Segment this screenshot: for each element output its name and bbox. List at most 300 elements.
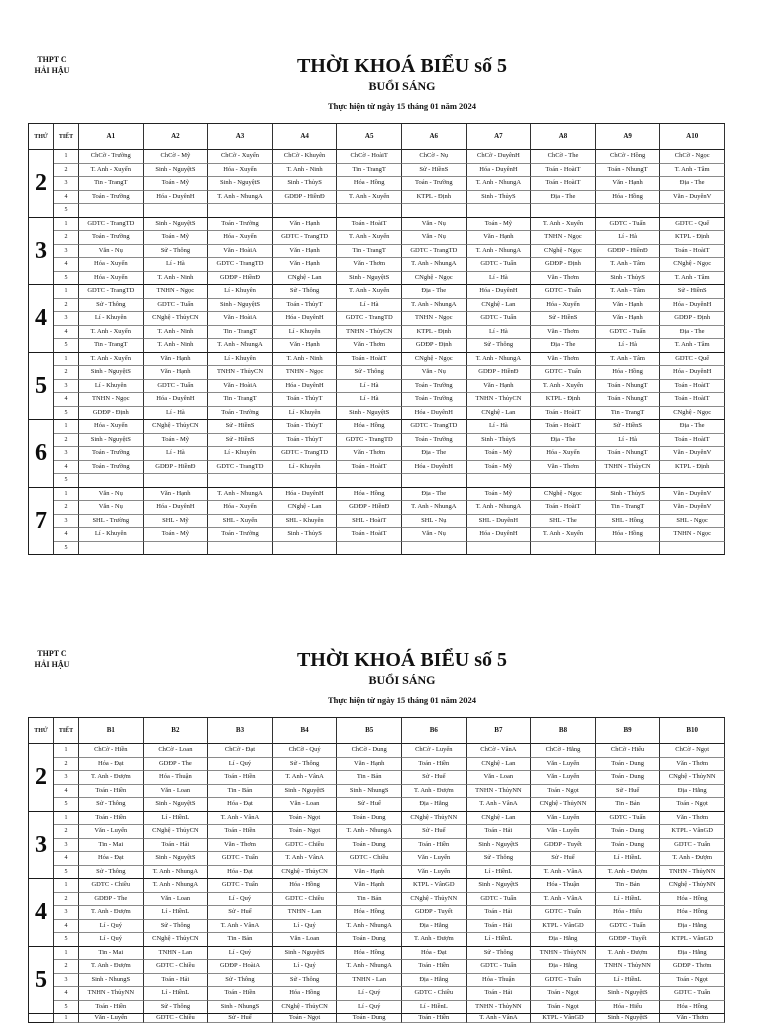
schedule-cell: Văn - Thơm bbox=[531, 353, 596, 367]
schedule-cell: GDTC - Quế bbox=[660, 218, 725, 232]
period-number: 3 bbox=[54, 312, 79, 326]
schedule-cell bbox=[467, 474, 532, 488]
schedule-cell: T. Anh - Đượm bbox=[596, 866, 661, 880]
schedule-cell: Lí - Khuyên bbox=[273, 407, 338, 421]
schedule-cell: Lí - Quý bbox=[208, 893, 273, 907]
schedule-cell: TNHN - ThủyNN bbox=[531, 947, 596, 961]
class-header: A9 bbox=[596, 124, 661, 150]
schedule-cell: Hóa - DuyênH bbox=[273, 312, 338, 326]
schedule-cell: Địa - Hằng bbox=[531, 933, 596, 947]
schedule-cell: Toán - HoàiT bbox=[531, 501, 596, 515]
schedule-cell: KTPL - VânGD bbox=[531, 920, 596, 934]
schedule-cell: GDTC - TrangTD bbox=[402, 245, 467, 259]
period-number: 4 bbox=[54, 461, 79, 475]
schedule-cell: T. Anh - Tâm bbox=[660, 272, 725, 286]
schedule-cell: SHL - Khuyên bbox=[273, 515, 338, 529]
day-label: 7 bbox=[29, 488, 54, 556]
schedule-cell: T. Anh - Xuyến bbox=[531, 380, 596, 394]
schedule-cell: Toán - HoàiT bbox=[531, 164, 596, 178]
schedule-cell: GDTC - Tuấn bbox=[208, 879, 273, 893]
schedule-cell: T. Anh - Tâm bbox=[596, 353, 661, 367]
schedule-cell: Toán - Ngọt bbox=[273, 1014, 338, 1023]
session-label: BUỔI SÁNG bbox=[368, 79, 436, 93]
schedule-cell: CNghệ - ThủyCN bbox=[144, 420, 209, 434]
schedule-cell: Địa - The bbox=[531, 434, 596, 448]
schedule-cell: Sinh - NguyệtS bbox=[79, 366, 144, 380]
schedule-cell: Văn - Nụ bbox=[402, 528, 467, 542]
schedule-cell: Toán - Trường bbox=[402, 380, 467, 394]
schedule-cell: Văn - Hạnh bbox=[337, 879, 402, 893]
schedule-cell: ChCờ - Mỹ bbox=[144, 150, 209, 164]
schedule-cell: GDĐP - HiềnĐ bbox=[596, 245, 661, 259]
schedule-cell: Toán - Ngọt bbox=[531, 987, 596, 1001]
schedule-cell: ChCờ - Khuyên bbox=[273, 150, 338, 164]
schedule-cell: Sử - HiềnS bbox=[208, 434, 273, 448]
period-number: 4 bbox=[54, 258, 79, 272]
schedule-cell: Hóa - Xuyến bbox=[208, 501, 273, 515]
schedule-cell: Sinh - NguyệtS bbox=[467, 879, 532, 893]
schedule-cell: Hóa - DuyênH bbox=[273, 488, 338, 502]
schedule-cell: T. Anh - Ninh bbox=[273, 353, 338, 367]
schedule-cell: GDTC - Chiều bbox=[337, 852, 402, 866]
schedule-cell: TNHN - ThủyNN bbox=[79, 987, 144, 1001]
schedule-cell: Sinh - ThủyS bbox=[596, 488, 661, 502]
schedule-cell: Văn - Loan bbox=[144, 893, 209, 907]
schedule-cell: GDTC - TrangTD bbox=[273, 231, 338, 245]
schedule-cell: Hóa - Xuyến bbox=[208, 231, 273, 245]
schedule-cell: T. Anh - NhungA bbox=[337, 825, 402, 839]
schedule-cell: GDTC - Tuấn bbox=[144, 380, 209, 394]
schedule-cell: TNHN - Lan bbox=[337, 974, 402, 988]
schedule-cell: Sinh - NguyệtS bbox=[337, 407, 402, 421]
schedule-cell: CNghệ - ThủyNN bbox=[402, 893, 467, 907]
schedule-cell: Văn - Luyến bbox=[531, 825, 596, 839]
period-number: 5 bbox=[54, 866, 79, 880]
schedule-cell: Văn - Hạnh bbox=[467, 231, 532, 245]
schedule-cell: Hóa - Hồng bbox=[273, 987, 338, 1001]
schedule-cell: Sử - Huế bbox=[402, 825, 467, 839]
period-number: 1 bbox=[54, 488, 79, 502]
schedule-cell bbox=[402, 542, 467, 556]
schedule-cell: GDTC - Tuấn bbox=[531, 974, 596, 988]
schedule-cell: Hóa - Hồng bbox=[337, 906, 402, 920]
schedule-cell: Sinh - NguyệtS bbox=[596, 1014, 661, 1023]
schedule-cell: GDĐP - HiềnĐ bbox=[337, 501, 402, 515]
schedule-cell: Lí - Quý bbox=[208, 758, 273, 772]
schedule-cell: Lí - HiềnL bbox=[402, 1001, 467, 1015]
schedule-cell: Sinh - NguyệtS bbox=[144, 218, 209, 232]
schedule-cell: Hóa - Hồng bbox=[596, 528, 661, 542]
schedule-cell: Sinh - NguyệtS bbox=[596, 987, 661, 1001]
schedule-cell: Toán - Trường bbox=[79, 191, 144, 205]
schedule-cell: Toán - Dung bbox=[337, 812, 402, 826]
schedule-cell: Sinh - NguyệtS bbox=[208, 177, 273, 191]
schedule-cell: Toán - HoàiT bbox=[337, 353, 402, 367]
schedule-cell: GDTC - Tuấn bbox=[596, 812, 661, 826]
schedule-cell: Toán - Ngọt bbox=[660, 974, 725, 988]
period-number: 4 bbox=[54, 920, 79, 934]
schedule-cell: GDĐP - HiềnĐ bbox=[467, 366, 532, 380]
schedule-cell: Hóa - Hồng bbox=[596, 191, 661, 205]
schedule-cell: GDTC - TrangTD bbox=[208, 461, 273, 475]
effective-date: Thực hiện từ ngày 15 tháng 01 năm 2024 bbox=[327, 101, 477, 111]
schedule-cell: Lí - HiềnL bbox=[144, 812, 209, 826]
schedule-cell: Toán - Hiền bbox=[79, 1001, 144, 1015]
schedule-cell: CNghệ - Ngọc bbox=[660, 258, 725, 272]
schedule-cell: Văn - Hạnh bbox=[273, 339, 338, 353]
schedule-cell: T. Anh - Ninh bbox=[144, 339, 209, 353]
schedule-cell: T. Anh - Xuyến bbox=[79, 164, 144, 178]
schedule-cell bbox=[660, 474, 725, 488]
schedule-cell: Lí - Khuyên bbox=[208, 447, 273, 461]
schedule-cell: CNghệ - ThủyCN bbox=[273, 866, 338, 880]
schedule-cell: Sử - Huế bbox=[402, 771, 467, 785]
schedule-cell: Toán - ThủyT bbox=[273, 299, 338, 313]
schedule-cell: ChCờ - The bbox=[531, 150, 596, 164]
schedule-cell: Lí - Hà bbox=[144, 258, 209, 272]
schedule-cell: CNghệ - Lan bbox=[273, 501, 338, 515]
school-name-line: THPT C bbox=[37, 649, 67, 658]
schedule-cell: Văn - Loan bbox=[273, 933, 338, 947]
schedule-cell: Hóa - Đạt bbox=[79, 852, 144, 866]
schedule-cell: GDTC - TrangTD bbox=[337, 434, 402, 448]
schedule-cell: TNHN - ThủyNN bbox=[596, 960, 661, 974]
schedule-cell: Lí - Quý bbox=[79, 933, 144, 947]
schedule-cell: Sử - Thông bbox=[467, 339, 532, 353]
schedule-cell: Toán - HoàiT bbox=[337, 528, 402, 542]
schedule-cell: KTPL - VânGD bbox=[531, 1014, 596, 1023]
schedule-cell: Toán - Trường bbox=[79, 461, 144, 475]
day-label bbox=[29, 1014, 54, 1023]
schedule-cell bbox=[144, 474, 209, 488]
schedule-cell: GDTC - TrangTD bbox=[402, 420, 467, 434]
schedule-cell: T. Anh - Ninh bbox=[144, 272, 209, 286]
schedule-cell: Lí - Hà bbox=[596, 231, 661, 245]
schedule-cell: SHL - The bbox=[531, 515, 596, 529]
schedule-cell: Sử - Thông bbox=[467, 947, 532, 961]
period-number: 4 bbox=[54, 852, 79, 866]
day-label: 5 bbox=[29, 353, 54, 421]
period-number: 1 bbox=[54, 812, 79, 826]
schedule-cell: Hóa - Xuyến bbox=[208, 164, 273, 178]
schedule-cell bbox=[531, 474, 596, 488]
schedule-cell bbox=[144, 204, 209, 218]
schedule-cell: Văn - DuyênV bbox=[660, 191, 725, 205]
day-label: 3 bbox=[29, 812, 54, 880]
schedule-cell: Lí - Quý bbox=[79, 920, 144, 934]
schedule-cell: Sử - HiềnS bbox=[596, 420, 661, 434]
schedule-cell: Tin - TrangT bbox=[79, 177, 144, 191]
schedule-cell: Văn - Luyến bbox=[531, 771, 596, 785]
schedule-cell bbox=[79, 542, 144, 556]
schedule-cell: Hóa - Xuyến bbox=[79, 258, 144, 272]
schedule-cell: Lí - Quý bbox=[208, 947, 273, 961]
schedule-cell bbox=[208, 204, 273, 218]
schedule-cell: Sử - Thông bbox=[79, 299, 144, 313]
schedule-cell: TNHN - Ngọc bbox=[660, 528, 725, 542]
schedule-cell: GDĐP - Tuyết bbox=[531, 839, 596, 853]
period-number: 3 bbox=[54, 380, 79, 394]
schedule-cell: Toán - Mỹ bbox=[144, 434, 209, 448]
schedule-cell: Lí - HiềnL bbox=[467, 866, 532, 880]
schedule-cell: ChCờ - Trường bbox=[79, 150, 144, 164]
schedule-cell: KTPL - Định bbox=[402, 191, 467, 205]
class-header: B10 bbox=[660, 718, 725, 744]
schedule-cell: Tin - TrangT bbox=[208, 326, 273, 340]
schedule-cell: T. Anh - NhungA bbox=[467, 501, 532, 515]
class-header: B1 bbox=[79, 718, 144, 744]
schedule-cell: Lí - Hà bbox=[144, 407, 209, 421]
schedule-cell: Lí - Hà bbox=[144, 447, 209, 461]
schedule-cell: Toán - Ngọt bbox=[660, 798, 725, 812]
schedule-cell bbox=[402, 474, 467, 488]
schedule-cell: Lí - Hà bbox=[596, 434, 661, 448]
schedule-cell: Tin - TrangT bbox=[79, 339, 144, 353]
schedule-cell: Sinh - NguyệtS bbox=[144, 164, 209, 178]
schedule-cell: Lí - HiềnL bbox=[467, 933, 532, 947]
schedule-cell: Hóa - Đạt bbox=[208, 866, 273, 880]
schedule-cell: Toán - Hiền bbox=[208, 825, 273, 839]
schedule-cell: Toán - Hiền bbox=[208, 987, 273, 1001]
schedule-cell: CNghệ - Lan bbox=[467, 812, 532, 826]
schedule-cell: TNHN - ThủyCN bbox=[596, 461, 661, 475]
schedule-cell: Sử - HiềnS bbox=[531, 312, 596, 326]
schedule-cell bbox=[596, 542, 661, 556]
class-header: B7 bbox=[467, 718, 532, 744]
day-label: 6 bbox=[29, 420, 54, 488]
schedule-cell: Sử - Thông bbox=[144, 920, 209, 934]
schedule-cell: TNHN - Ngọc bbox=[273, 366, 338, 380]
schedule-cell bbox=[273, 204, 338, 218]
schedule-cell: Hóa - DuyênH bbox=[273, 380, 338, 394]
schedule-cell: T. Anh - NhungA bbox=[337, 960, 402, 974]
schedule-cell: T. Anh - Ninh bbox=[144, 326, 209, 340]
schedule-cell: CNghệ - ThủyNN bbox=[660, 771, 725, 785]
class-header: B3 bbox=[208, 718, 273, 744]
schedule-cell: GDTC - Chiều bbox=[273, 893, 338, 907]
schedule-cell: Hóa - Đạt bbox=[79, 758, 144, 772]
schedule-cell: Địa - The bbox=[531, 191, 596, 205]
schedule-cell: ChCờ - Loan bbox=[144, 744, 209, 758]
schedule-cell: GDĐP - Tuyết bbox=[402, 906, 467, 920]
schedule-cell: T. Anh - Xuyến bbox=[531, 218, 596, 232]
schedule-cell: Lí - HiềnL bbox=[144, 987, 209, 1001]
schedule-cell: Địa - Hằng bbox=[660, 947, 725, 961]
schedule-cell: Toán - Mỹ bbox=[144, 231, 209, 245]
schedule-cell: T. Anh - VânA bbox=[208, 920, 273, 934]
schedule-cell: Toán - NhungT bbox=[596, 447, 661, 461]
schedule-cell: Toán - Dung bbox=[596, 758, 661, 772]
schedule-cell: CNghệ - ThủyNN bbox=[531, 798, 596, 812]
schedule-cell: Lí - Quý bbox=[273, 960, 338, 974]
schedule-cell: GDTC - Tuấn bbox=[596, 920, 661, 934]
schedule-cell: GDTC - Tuấn bbox=[660, 987, 725, 1001]
schedule-cell: TNHN - Ngọc bbox=[402, 312, 467, 326]
schedule-cell: Hóa - Xuyến bbox=[79, 272, 144, 286]
school-name-line: THPT C bbox=[37, 55, 67, 64]
schedule-cell: Hóa - Hồng bbox=[273, 879, 338, 893]
schedule-cell: KTPL - VânGD bbox=[660, 933, 725, 947]
schedule-cell bbox=[273, 542, 338, 556]
schedule-cell: Toán - ThủyT bbox=[273, 393, 338, 407]
effective-date: Thực hiện từ ngày 15 tháng 01 năm 2024 bbox=[327, 695, 477, 705]
schedule-cell: Hóa - DuyênH bbox=[144, 393, 209, 407]
schedule-cell: Toán - Hiền bbox=[208, 771, 273, 785]
schedule-cell: Sử - Thông bbox=[144, 1001, 209, 1015]
schedule-cell: SHL - Ngọc bbox=[660, 515, 725, 529]
schedule-cell: CNghệ - ThủyCN bbox=[273, 1001, 338, 1015]
schedule-cell: Địa - The bbox=[660, 326, 725, 340]
schedule-cell: Toán - HoàiT bbox=[531, 407, 596, 421]
schedule-cell: GDTC - Chiều bbox=[402, 987, 467, 1001]
schedule-cell: Văn - Hạnh bbox=[596, 299, 661, 313]
schedule-cell: T. Anh - Đượm bbox=[596, 947, 661, 961]
schedule-cell: T. Anh - Xuyến bbox=[337, 231, 402, 245]
schedule-cell: Toán - Mỹ bbox=[467, 218, 532, 232]
schedule-cell: Toán - Trường bbox=[402, 393, 467, 407]
schedule-cell: Văn - Thơm bbox=[337, 258, 402, 272]
period-number: 3 bbox=[54, 245, 79, 259]
schedule-cell: Văn - Luyến bbox=[402, 852, 467, 866]
class-header: B6 bbox=[402, 718, 467, 744]
schedule-cell: Toán - Hải bbox=[467, 920, 532, 934]
schedule-cell: Sử - Huế bbox=[596, 785, 661, 799]
schedule-cell: Địa - Hằng bbox=[402, 798, 467, 812]
schedule-cell: Hóa - Đạt bbox=[208, 798, 273, 812]
schedule-cell: Hóa - DuyênH bbox=[402, 407, 467, 421]
schedule-cell: Sử - HiềnS bbox=[402, 164, 467, 178]
schedule-cell: Văn - Nụ bbox=[79, 501, 144, 515]
schedule-cell: Tin - Bản bbox=[596, 798, 661, 812]
class-header: A10 bbox=[660, 124, 725, 150]
schedule-cell: Văn - Hạnh bbox=[144, 353, 209, 367]
schedule-cell: TNHN - Lan bbox=[273, 906, 338, 920]
period-number: 3 bbox=[54, 771, 79, 785]
schedule-cell: T. Anh - NhungA bbox=[144, 866, 209, 880]
schedule-cell: Văn - DuyênV bbox=[660, 501, 725, 515]
schedule-cell: CNghệ - Lan bbox=[467, 758, 532, 772]
schedule-cell: T. Anh - Ninh bbox=[273, 164, 338, 178]
schedule-cell: T. Anh - Đượm bbox=[79, 771, 144, 785]
schedule-cell: GDTC - Tuấn bbox=[467, 893, 532, 907]
schedule-cell: CNghệ - Ngọc bbox=[660, 407, 725, 421]
schedule-cell: Toán - HoàiT bbox=[337, 461, 402, 475]
schedule-cell: SHL - Hồng bbox=[596, 515, 661, 529]
schedule-cell: Văn - Hạnh bbox=[467, 380, 532, 394]
schedule-cell: SHL - Mỹ bbox=[144, 515, 209, 529]
schedule-cell: KTPL - Định bbox=[660, 231, 725, 245]
period-number: 1 bbox=[54, 879, 79, 893]
schedule-cell: GDTC - Tuấn bbox=[531, 285, 596, 299]
schedule-cell: Tin - Bản bbox=[337, 893, 402, 907]
schedule-cell: CNghệ - Lan bbox=[273, 272, 338, 286]
period-number: 1 bbox=[54, 150, 79, 164]
schedule-cell: ChCờ - Hiếu bbox=[596, 744, 661, 758]
day-label: 2 bbox=[29, 150, 54, 218]
schedule-cell: Sinh - NguyệtS bbox=[144, 798, 209, 812]
period-number: 2 bbox=[54, 825, 79, 839]
schedule-cell: TNHN - ThủyCN bbox=[467, 393, 532, 407]
schedule-cell: Hóa - Xuyến bbox=[531, 447, 596, 461]
timetable-title: THỜI KHOÁ BIỂU số 5 bbox=[296, 55, 508, 77]
schedule-cell: TNHN - ThủyNN bbox=[467, 785, 532, 799]
schedule-cell: Tin - Bản bbox=[208, 785, 273, 799]
schedule-cell: TNHN - ThủyNN bbox=[467, 1001, 532, 1015]
period-number: 1 bbox=[54, 947, 79, 961]
schedule-cell: Sử - Thông bbox=[79, 798, 144, 812]
schedule-cell: Tin - Bản bbox=[596, 879, 661, 893]
schedule-cell: Hóa - Thuận bbox=[531, 879, 596, 893]
schedule-cell: GDĐP - HiềnĐ bbox=[144, 461, 209, 475]
schedule-cell: Sử - Thông bbox=[273, 974, 338, 988]
schedule-cell: Văn - Luyến bbox=[79, 825, 144, 839]
schedule-cell: CNghệ - ThủyCN bbox=[144, 933, 209, 947]
schedule-cell bbox=[660, 542, 725, 556]
period-number: 4 bbox=[54, 326, 79, 340]
schedule-cell: Toán - NhungT bbox=[596, 380, 661, 394]
schedule-cell bbox=[596, 204, 661, 218]
period-number: 4 bbox=[54, 191, 79, 205]
schedule-cell: Văn - Hạnh bbox=[596, 312, 661, 326]
period-number: 3 bbox=[54, 839, 79, 853]
schedule-cell: Lí - Khuyên bbox=[79, 528, 144, 542]
schedule-cell: ChCờ - Hằng bbox=[531, 744, 596, 758]
schedule-cell: Sinh - NhungS bbox=[208, 1001, 273, 1015]
schedule-cell: Toán - HoàiT bbox=[337, 218, 402, 232]
schedule-cell: Lí - Quý bbox=[337, 1001, 402, 1015]
schedule-cell: T. Anh - VânA bbox=[273, 771, 338, 785]
schedule-cell: Toán - Hải bbox=[467, 987, 532, 1001]
schedule-cell: Văn - Luyến bbox=[531, 812, 596, 826]
schedule-cell: CNghệ - ThủyCN bbox=[144, 312, 209, 326]
class-header: B8 bbox=[531, 718, 596, 744]
period-number: 3 bbox=[54, 515, 79, 529]
timetable-title: THỜI KHOÁ BIỂU số 5 bbox=[296, 649, 508, 671]
schedule-cell: Hóa - Hồng bbox=[337, 177, 402, 191]
schedule-cell: Hóa - Hiếu bbox=[596, 1001, 661, 1015]
schedule-cell: GDTC - TrangTD bbox=[79, 218, 144, 232]
schedule-cell: Sử - HiềnS bbox=[208, 420, 273, 434]
schedule-cell: T. Anh - Tâm bbox=[596, 258, 661, 272]
schedule-cell: Toán - Dung bbox=[337, 839, 402, 853]
schedule-cell: GDĐP - Định bbox=[660, 312, 725, 326]
schedule-cell: KTPL - Định bbox=[402, 326, 467, 340]
period-number: 3 bbox=[54, 974, 79, 988]
schedule-cell: Hóa - Hiếu bbox=[596, 906, 661, 920]
schedule-cell: Lí - Hà bbox=[467, 326, 532, 340]
schedule-cell: Văn - Thơm bbox=[660, 1014, 725, 1023]
schedule-cell: T. Anh - NhungA bbox=[208, 488, 273, 502]
period-number: 5 bbox=[54, 1001, 79, 1015]
schedule-cell: Văn - Luyến bbox=[402, 866, 467, 880]
period-number: 2 bbox=[54, 758, 79, 772]
schedule-cell: Hóa - Xuyến bbox=[531, 299, 596, 313]
schedule-cell: T. Anh - Xuyến bbox=[79, 326, 144, 340]
schedule-cell: Toán - Ngọt bbox=[273, 825, 338, 839]
schedule-cell: Tin - TrangT bbox=[337, 164, 402, 178]
schedule-cell: ChCờ - Quý bbox=[273, 744, 338, 758]
timetable-grid bbox=[28, 123, 725, 555]
schedule-cell: Toán - Trường bbox=[402, 177, 467, 191]
schedule-cell: SHL - Xuyến bbox=[208, 515, 273, 529]
day-column-header: THỨ bbox=[29, 718, 54, 744]
schedule-cell: GDTC - Tuấn bbox=[596, 326, 661, 340]
schedule-cell: Hóa - Hồng bbox=[337, 420, 402, 434]
schedule-cell: Toán - Ngọt bbox=[531, 785, 596, 799]
schedule-cell: ChCờ - Xuyến bbox=[208, 150, 273, 164]
schedule-cell: Văn - Thơm bbox=[660, 758, 725, 772]
schedule-cell bbox=[273, 474, 338, 488]
